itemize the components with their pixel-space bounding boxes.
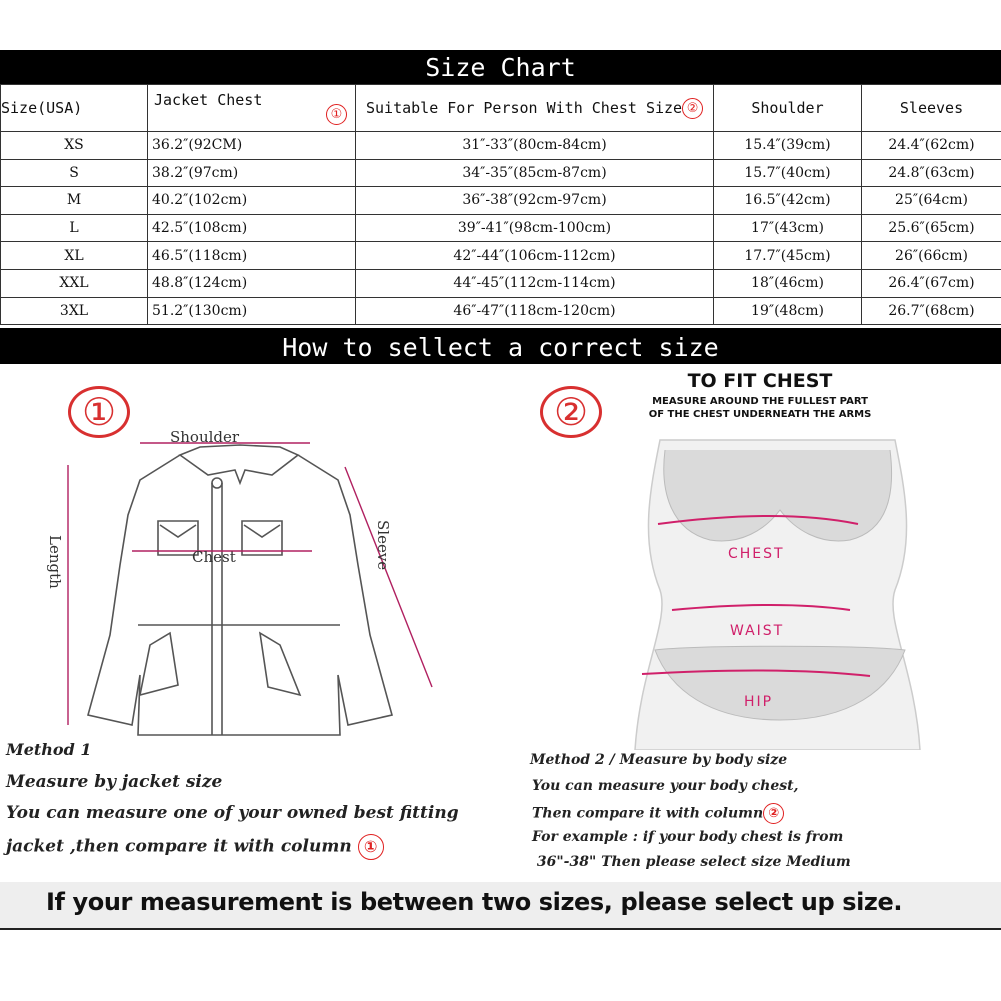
- footer-bar: [0, 882, 1001, 930]
- table-row: [1, 187, 1001, 215]
- method2-marker-icon: ②: [540, 386, 602, 438]
- marker-1-icon: ①: [326, 104, 347, 125]
- table-cell: XS: [1, 132, 148, 160]
- method1-marker-icon: ①: [68, 386, 130, 438]
- table-cell: 15.7″(40cm): [714, 159, 862, 187]
- table-cell: 25.6″(65cm): [862, 214, 1001, 242]
- body-chest-label: CHEST: [728, 546, 785, 562]
- marker-1-icon: ①: [358, 834, 384, 860]
- method2-line-2: Then compare it with column ②: [532, 803, 784, 824]
- table-row: [1, 159, 1001, 187]
- table-cell: 42″-44″(106cm-112cm): [356, 242, 714, 270]
- method1-line-3: jacket ,then compare it with column ①: [6, 834, 384, 860]
- table-row: [1, 214, 1001, 242]
- table-cell: XL: [1, 242, 148, 270]
- body-diagram: [620, 430, 940, 750]
- table-cell: 26.4″(67cm): [862, 269, 1001, 297]
- how-to-title: How to sellect a correct size: [0, 328, 1001, 364]
- table-row: [1, 297, 1001, 325]
- table-cell: 26.7″(68cm): [862, 297, 1001, 325]
- table-cell: 16.5″(42cm): [714, 187, 862, 215]
- table-cell: 36″-38″(92cm-97cm): [356, 187, 714, 215]
- table-cell: 24.4″(62cm): [862, 132, 1001, 160]
- table-cell: 51.2″(130cm): [148, 297, 356, 325]
- table-cell: 39″-41″(98cm-100cm): [356, 214, 714, 242]
- table-row: [1, 242, 1001, 270]
- table-cell: 40.2″(102cm): [148, 187, 356, 215]
- method2-line-4: 36"-38" Then please select size Medium: [532, 854, 851, 870]
- body-hip-label: HIP: [744, 694, 774, 710]
- table-cell: L: [1, 214, 148, 242]
- table-cell: 36.2″(92CM): [148, 132, 356, 160]
- table-cell: 17″(43cm): [714, 214, 862, 242]
- table-cell: 17.7″(45cm): [714, 242, 862, 270]
- table-row: [1, 269, 1001, 297]
- header-jacket-chest: Jacket Chest ①: [148, 85, 356, 132]
- chest-label: Chest: [192, 548, 236, 566]
- method1-line-2: You can measure one of your owned best fitting: [6, 803, 459, 823]
- body-waist-label: WAIST: [730, 623, 785, 639]
- size-table: [0, 84, 1001, 325]
- table-cell: 25″(64cm): [862, 187, 1001, 215]
- length-label: Length: [46, 535, 64, 589]
- table-cell: 48.8″(124cm): [148, 269, 356, 297]
- table-cell: 3XL: [1, 297, 148, 325]
- table-cell: 24.8″(63cm): [862, 159, 1001, 187]
- table-cell: S: [1, 159, 148, 187]
- header-sleeves: Sleeves: [862, 85, 1001, 132]
- shoulder-label: Shoulder: [170, 428, 240, 446]
- marker-2-icon: ②: [682, 98, 703, 119]
- table-cell: 42.5″(108cm): [148, 214, 356, 242]
- header-shoulder: Shoulder: [714, 85, 862, 132]
- table-cell: 15.4″(39cm): [714, 132, 862, 160]
- method2-line-3: For example : if your body chest is from: [532, 829, 844, 845]
- sleeve-label: Sleeve: [374, 520, 392, 571]
- table-cell: 46″-47″(118cm-120cm): [356, 297, 714, 325]
- table-cell: 34″-35″(85cm-87cm): [356, 159, 714, 187]
- table-cell: 38.2″(97cm): [148, 159, 356, 187]
- footer-note: If your measurement is between two sizes, please select up size.: [46, 888, 903, 916]
- table-row: [1, 132, 1001, 160]
- method2-line-1: You can measure your body chest,: [532, 778, 799, 794]
- table-cell: 31″-33″(80cm-84cm): [356, 132, 714, 160]
- header-size: Size(USA): [1, 85, 148, 132]
- marker-2-icon: ②: [763, 803, 784, 824]
- method1-line-1: Measure by jacket size: [6, 772, 223, 792]
- fit-chest-sub-2: OF THE CHEST UNDERNEATH THE ARMS: [648, 409, 872, 420]
- table-cell: 26″(66cm): [862, 242, 1001, 270]
- method1-title: Method 1: [6, 740, 92, 759]
- table-cell: M: [1, 187, 148, 215]
- table-cell: XXL: [1, 269, 148, 297]
- method2-title: Method 2 / Measure by body size: [530, 752, 788, 768]
- table-cell: 44″-45″(112cm-114cm): [356, 269, 714, 297]
- fit-chest-title: TO FIT CHEST: [687, 370, 833, 392]
- jacket-diagram: [40, 425, 460, 745]
- table-header-row: [1, 85, 1001, 132]
- size-chart-title: Size Chart: [0, 50, 1001, 84]
- table-cell: 19″(48cm): [714, 297, 862, 325]
- table-cell: 46.5″(118cm): [148, 242, 356, 270]
- table-cell: 18″(46cm): [714, 269, 862, 297]
- fit-chest-sub-1: MEASURE AROUND THE FULLEST PART: [652, 396, 868, 407]
- header-suitable-chest: Suitable For Person With Chest Size ②: [356, 85, 714, 132]
